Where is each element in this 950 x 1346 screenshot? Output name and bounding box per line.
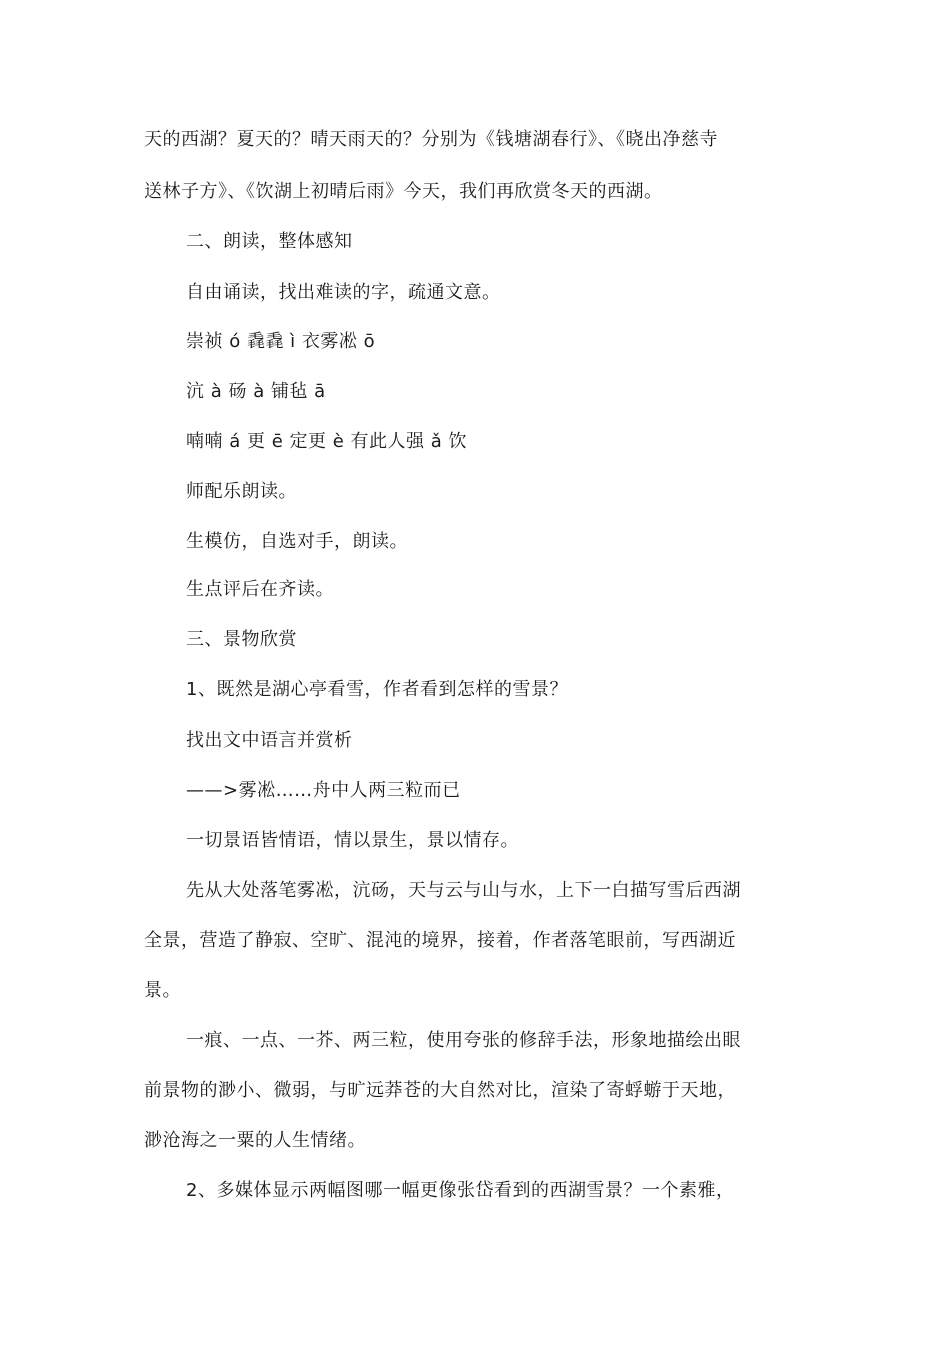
- paragraph-line: 自由诵读，找出难读的字，疏通文意。: [186, 282, 501, 303]
- question-line: 2、多媒体显示两幅图哪一幅更像张岱看到的西湖雪景？一个素雅，: [186, 1180, 735, 1201]
- paragraph-line: 一切景语皆情语，情以景生，景以情存。: [186, 830, 519, 851]
- paragraph-line: 生模仿，自选对手，朗读。: [186, 531, 408, 552]
- paragraph-line: 找出文中语言并赏析: [186, 730, 353, 751]
- pronunciation-line: 喃喃 á 更 ē 定更 è 有此人强 ǎ 饮: [186, 431, 467, 452]
- paragraph-line: 先从大处落笔雾凇，沆砀，天与云与山与水，上下一白描写雪后西湖: [186, 880, 741, 901]
- pronunciation-line: 崇祯 ó 毳毳 ì 衣雾凇 ō: [186, 331, 376, 352]
- paragraph-line: 师配乐朗读。: [186, 481, 297, 502]
- paragraph-line: 全景，营造了静寂、空旷、混沌的境界，接着，作者落笔眼前，写西湖近: [144, 930, 736, 951]
- section-heading: 二、朗读，整体感知: [186, 231, 353, 252]
- paragraph-line: 景。: [144, 980, 181, 1001]
- paragraph-line: 渺沧海之一粟的人生情绪。: [144, 1130, 366, 1151]
- pronunciation-line: 沆 à 砀 à 铺毡 ā: [186, 381, 326, 402]
- paragraph-line: 前景物的渺小、微弱，与旷远莽苍的大自然对比，渲染了寄蜉蝣于天地，: [144, 1080, 736, 1101]
- question-line: 1、既然是湖心亭看雪，作者看到怎样的雪景？: [186, 679, 568, 700]
- section-heading: 三、景物欣赏: [186, 629, 297, 650]
- paragraph-line: 生点评后在齐读。: [186, 579, 334, 600]
- paragraph-line: 一痕、一点、一芥、两三粒，使用夸张的修辞手法，形象地描绘出眼: [186, 1030, 741, 1051]
- paragraph-line: 送林子方》、《饮湖上初晴后雨》今天，我们再欣赏冬天的西湖。: [144, 181, 663, 202]
- quote-line: ——>雾凇……舟中人两三粒而已: [186, 780, 461, 801]
- paragraph-line: 天的西湖？夏天的？晴天雨天的？分别为《钱塘湖春行》、《晓出净慈寺: [144, 129, 718, 150]
